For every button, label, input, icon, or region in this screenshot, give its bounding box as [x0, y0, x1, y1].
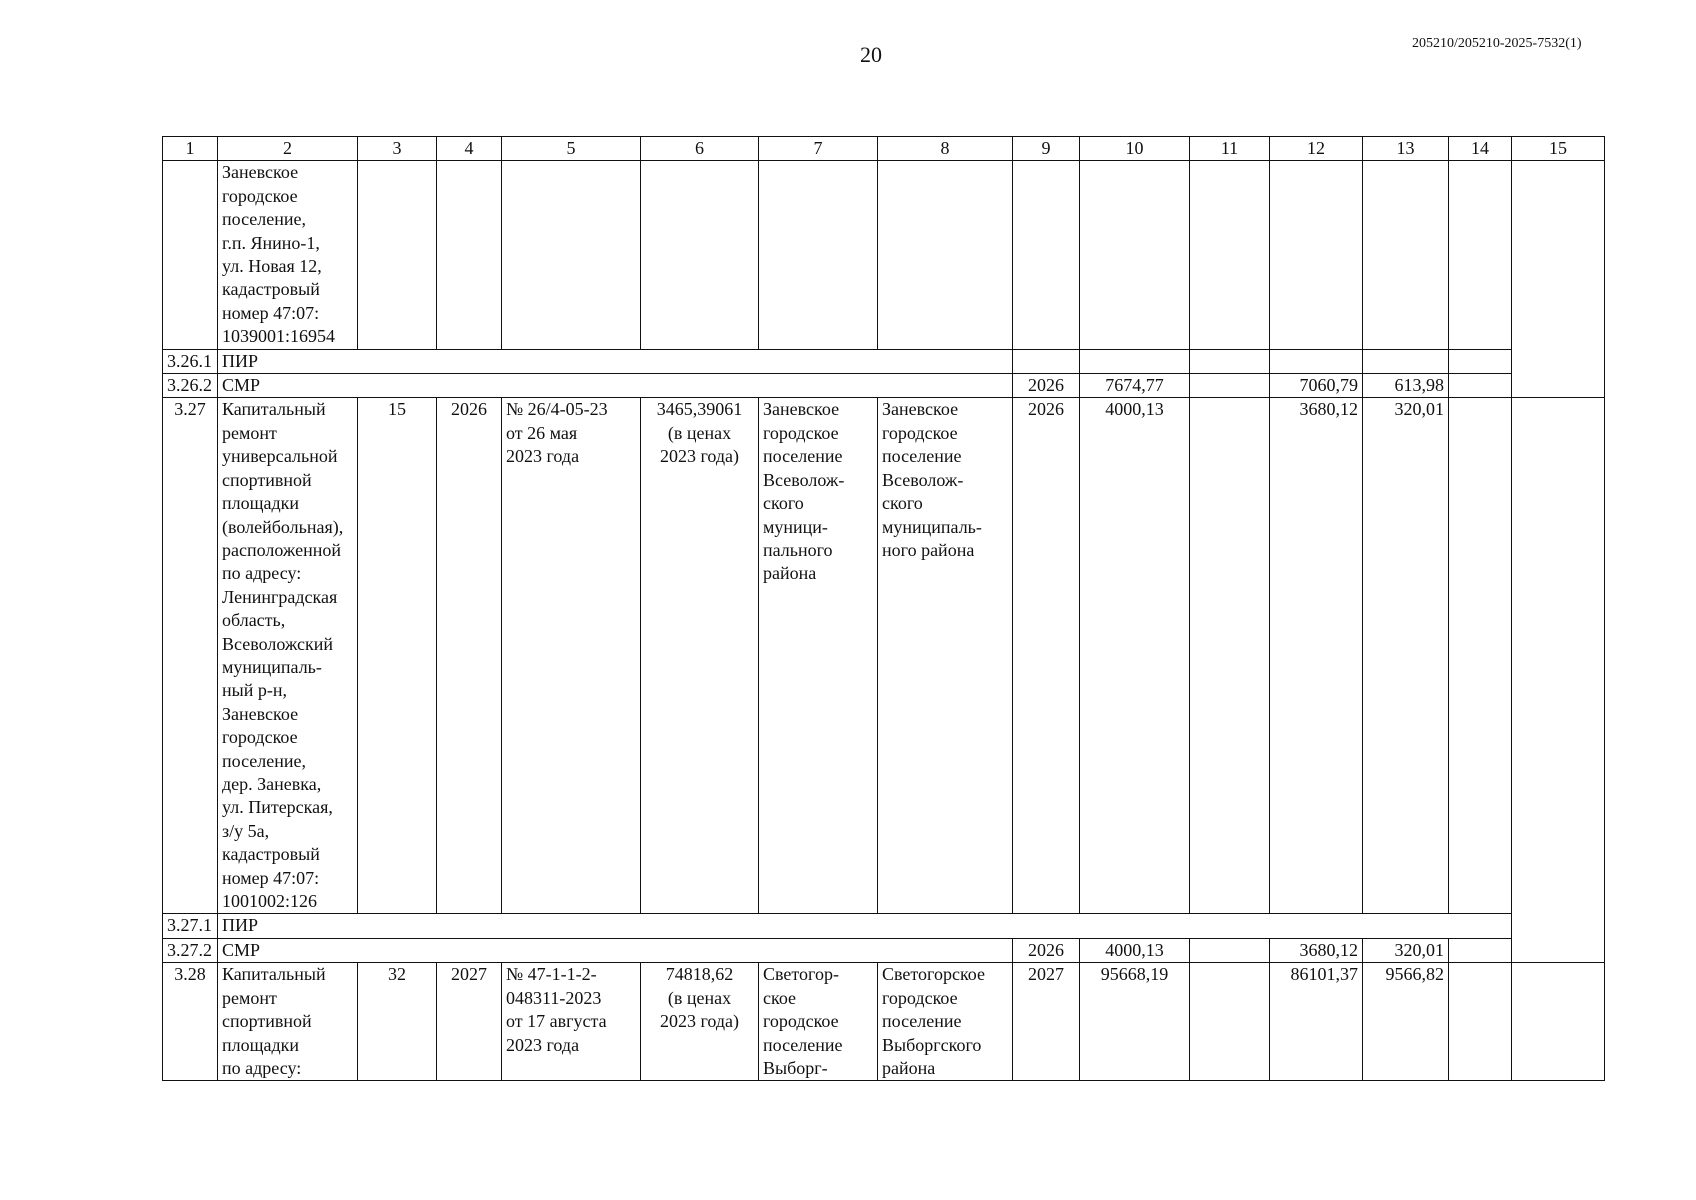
cell	[1512, 963, 1605, 1081]
cell	[1190, 963, 1270, 1081]
header-cell: 10	[1080, 137, 1190, 161]
header-cell: 1	[163, 137, 218, 161]
cell-expertise: № 47-1-1-2- 048311-2023 от 17 августа 2023 года	[502, 963, 641, 1081]
header-cell: 7	[759, 137, 878, 161]
cell-num: 3.27.2	[163, 938, 218, 962]
cell-regional: 86101,37	[1270, 963, 1363, 1081]
cell	[878, 161, 1013, 349]
cell-num: 3.27	[163, 398, 218, 914]
header-cell: 5	[502, 137, 641, 161]
table-row	[163, 349, 1605, 373]
cell	[1512, 914, 1605, 938]
cell-total: 95668,19	[1080, 963, 1190, 1081]
cell-regional: 3680,12	[1270, 398, 1363, 914]
cell-stage: ПИР	[218, 914, 1512, 938]
cell-local: 320,01	[1363, 398, 1449, 914]
cell-num: 3.26.2	[163, 374, 218, 398]
cell	[1449, 398, 1512, 914]
cell-year: 2026	[1013, 938, 1080, 962]
cell-year: 2026	[1013, 374, 1080, 398]
cell	[358, 161, 437, 349]
cell-stage: ПИР	[218, 349, 1013, 373]
cell	[1013, 349, 1080, 373]
cell-local: 320,01	[1363, 938, 1449, 962]
cell	[1512, 374, 1605, 398]
cell-customer: Заневское городское поселение Всеволож- ского муници- пального района	[759, 398, 878, 914]
cell	[1449, 938, 1512, 962]
cell-num: 3.28	[163, 963, 218, 1081]
cell-recipient: Заневское городское поселение Всеволож- ского муниципаль- ного района	[878, 398, 1013, 914]
table-header-row	[163, 137, 1605, 161]
cell	[1512, 938, 1605, 962]
table-row	[163, 938, 1605, 962]
cell	[502, 161, 641, 349]
cell	[1512, 349, 1605, 373]
cell-object-address: Заневское городское поселение, г.п. Янино-1, ул. Новая 12, кадастровый номер 47:07: 1039001:16954	[218, 161, 358, 349]
cell	[1363, 161, 1449, 349]
cell-col4: 2027	[437, 963, 502, 1081]
cell	[641, 161, 759, 349]
cell-total: 4000,13	[1080, 938, 1190, 962]
cell	[1013, 161, 1080, 349]
cell-stage: СМР	[218, 938, 1013, 962]
cell	[759, 161, 878, 349]
header-cell: 11	[1190, 137, 1270, 161]
table-row	[163, 914, 1605, 938]
table-row	[163, 161, 1605, 349]
cell	[1270, 349, 1363, 373]
cell-col4: 2026	[437, 398, 502, 914]
header-cell: 13	[1363, 137, 1449, 161]
cell	[1080, 349, 1190, 373]
cell-col3: 32	[358, 963, 437, 1081]
cell	[1512, 398, 1605, 914]
cell-expertise: № 26/4-05-23 от 26 мая 2023 года	[502, 398, 641, 914]
cell-customer: Светогор- ское городское поселение Выборг-	[759, 963, 878, 1081]
cell	[1512, 161, 1605, 349]
header-cell: 2	[218, 137, 358, 161]
table-row	[163, 374, 1605, 398]
cell-year: 2027	[1013, 963, 1080, 1081]
header-cell: 6	[641, 137, 759, 161]
cell	[1270, 161, 1363, 349]
header-cell: 4	[437, 137, 502, 161]
cell	[1449, 161, 1512, 349]
header-cell: 15	[1512, 137, 1605, 161]
cell-cost: 3465,39061 (в ценах 2023 года)	[641, 398, 759, 914]
cell-local: 9566,82	[1363, 963, 1449, 1081]
cell	[1190, 349, 1270, 373]
cell	[1190, 161, 1270, 349]
cell-recipient: Светогорское городское поселение Выборгского района	[878, 963, 1013, 1081]
cell	[1449, 374, 1512, 398]
cell-regional: 3680,12	[1270, 938, 1363, 962]
data-table	[162, 136, 1605, 1081]
cell-stage: СМР	[218, 374, 1013, 398]
cell-num: 3.27.1	[163, 914, 218, 938]
cell-object-address: Капитальный ремонт спортивной площадки по адресу:	[218, 963, 358, 1081]
header-cell: 3	[358, 137, 437, 161]
cell-num	[163, 161, 218, 349]
cell	[1080, 161, 1190, 349]
cell	[1190, 398, 1270, 914]
page-number: 20	[860, 42, 882, 67]
cell-total: 7674,77	[1080, 374, 1190, 398]
cell-num: 3.26.1	[163, 349, 218, 373]
document-id: 205210/205210-2025-7532(1)	[1412, 36, 1582, 51]
table-row	[163, 398, 1605, 914]
table-row	[163, 963, 1605, 1081]
cell	[1190, 374, 1270, 398]
cell-object-address: Капитальный ремонт универсальной спортивной площадки (волейбольная), расположенной по адресу: Ленинградская область, Всеволожский муниципаль- ный р-н, Заневское городское поселение, дер. Заневка, ул. Питерская, з/у 5а, кадастровый номер 47:07: 1001002:126	[218, 398, 358, 914]
header-cell: 8	[878, 137, 1013, 161]
header-cell: 9	[1013, 137, 1080, 161]
cell	[1190, 938, 1270, 962]
cell-year: 2026	[1013, 398, 1080, 914]
cell	[1449, 963, 1512, 1081]
cell-regional: 7060,79	[1270, 374, 1363, 398]
cell-cost: 74818,62 (в ценах 2023 года)	[641, 963, 759, 1081]
cell-col3: 15	[358, 398, 437, 914]
cell	[1449, 349, 1512, 373]
cell-local: 613,98	[1363, 374, 1449, 398]
header-cell: 12	[1270, 137, 1363, 161]
cell-total: 4000,13	[1080, 398, 1190, 914]
cell	[1363, 349, 1449, 373]
cell	[437, 161, 502, 349]
header-cell: 14	[1449, 137, 1512, 161]
